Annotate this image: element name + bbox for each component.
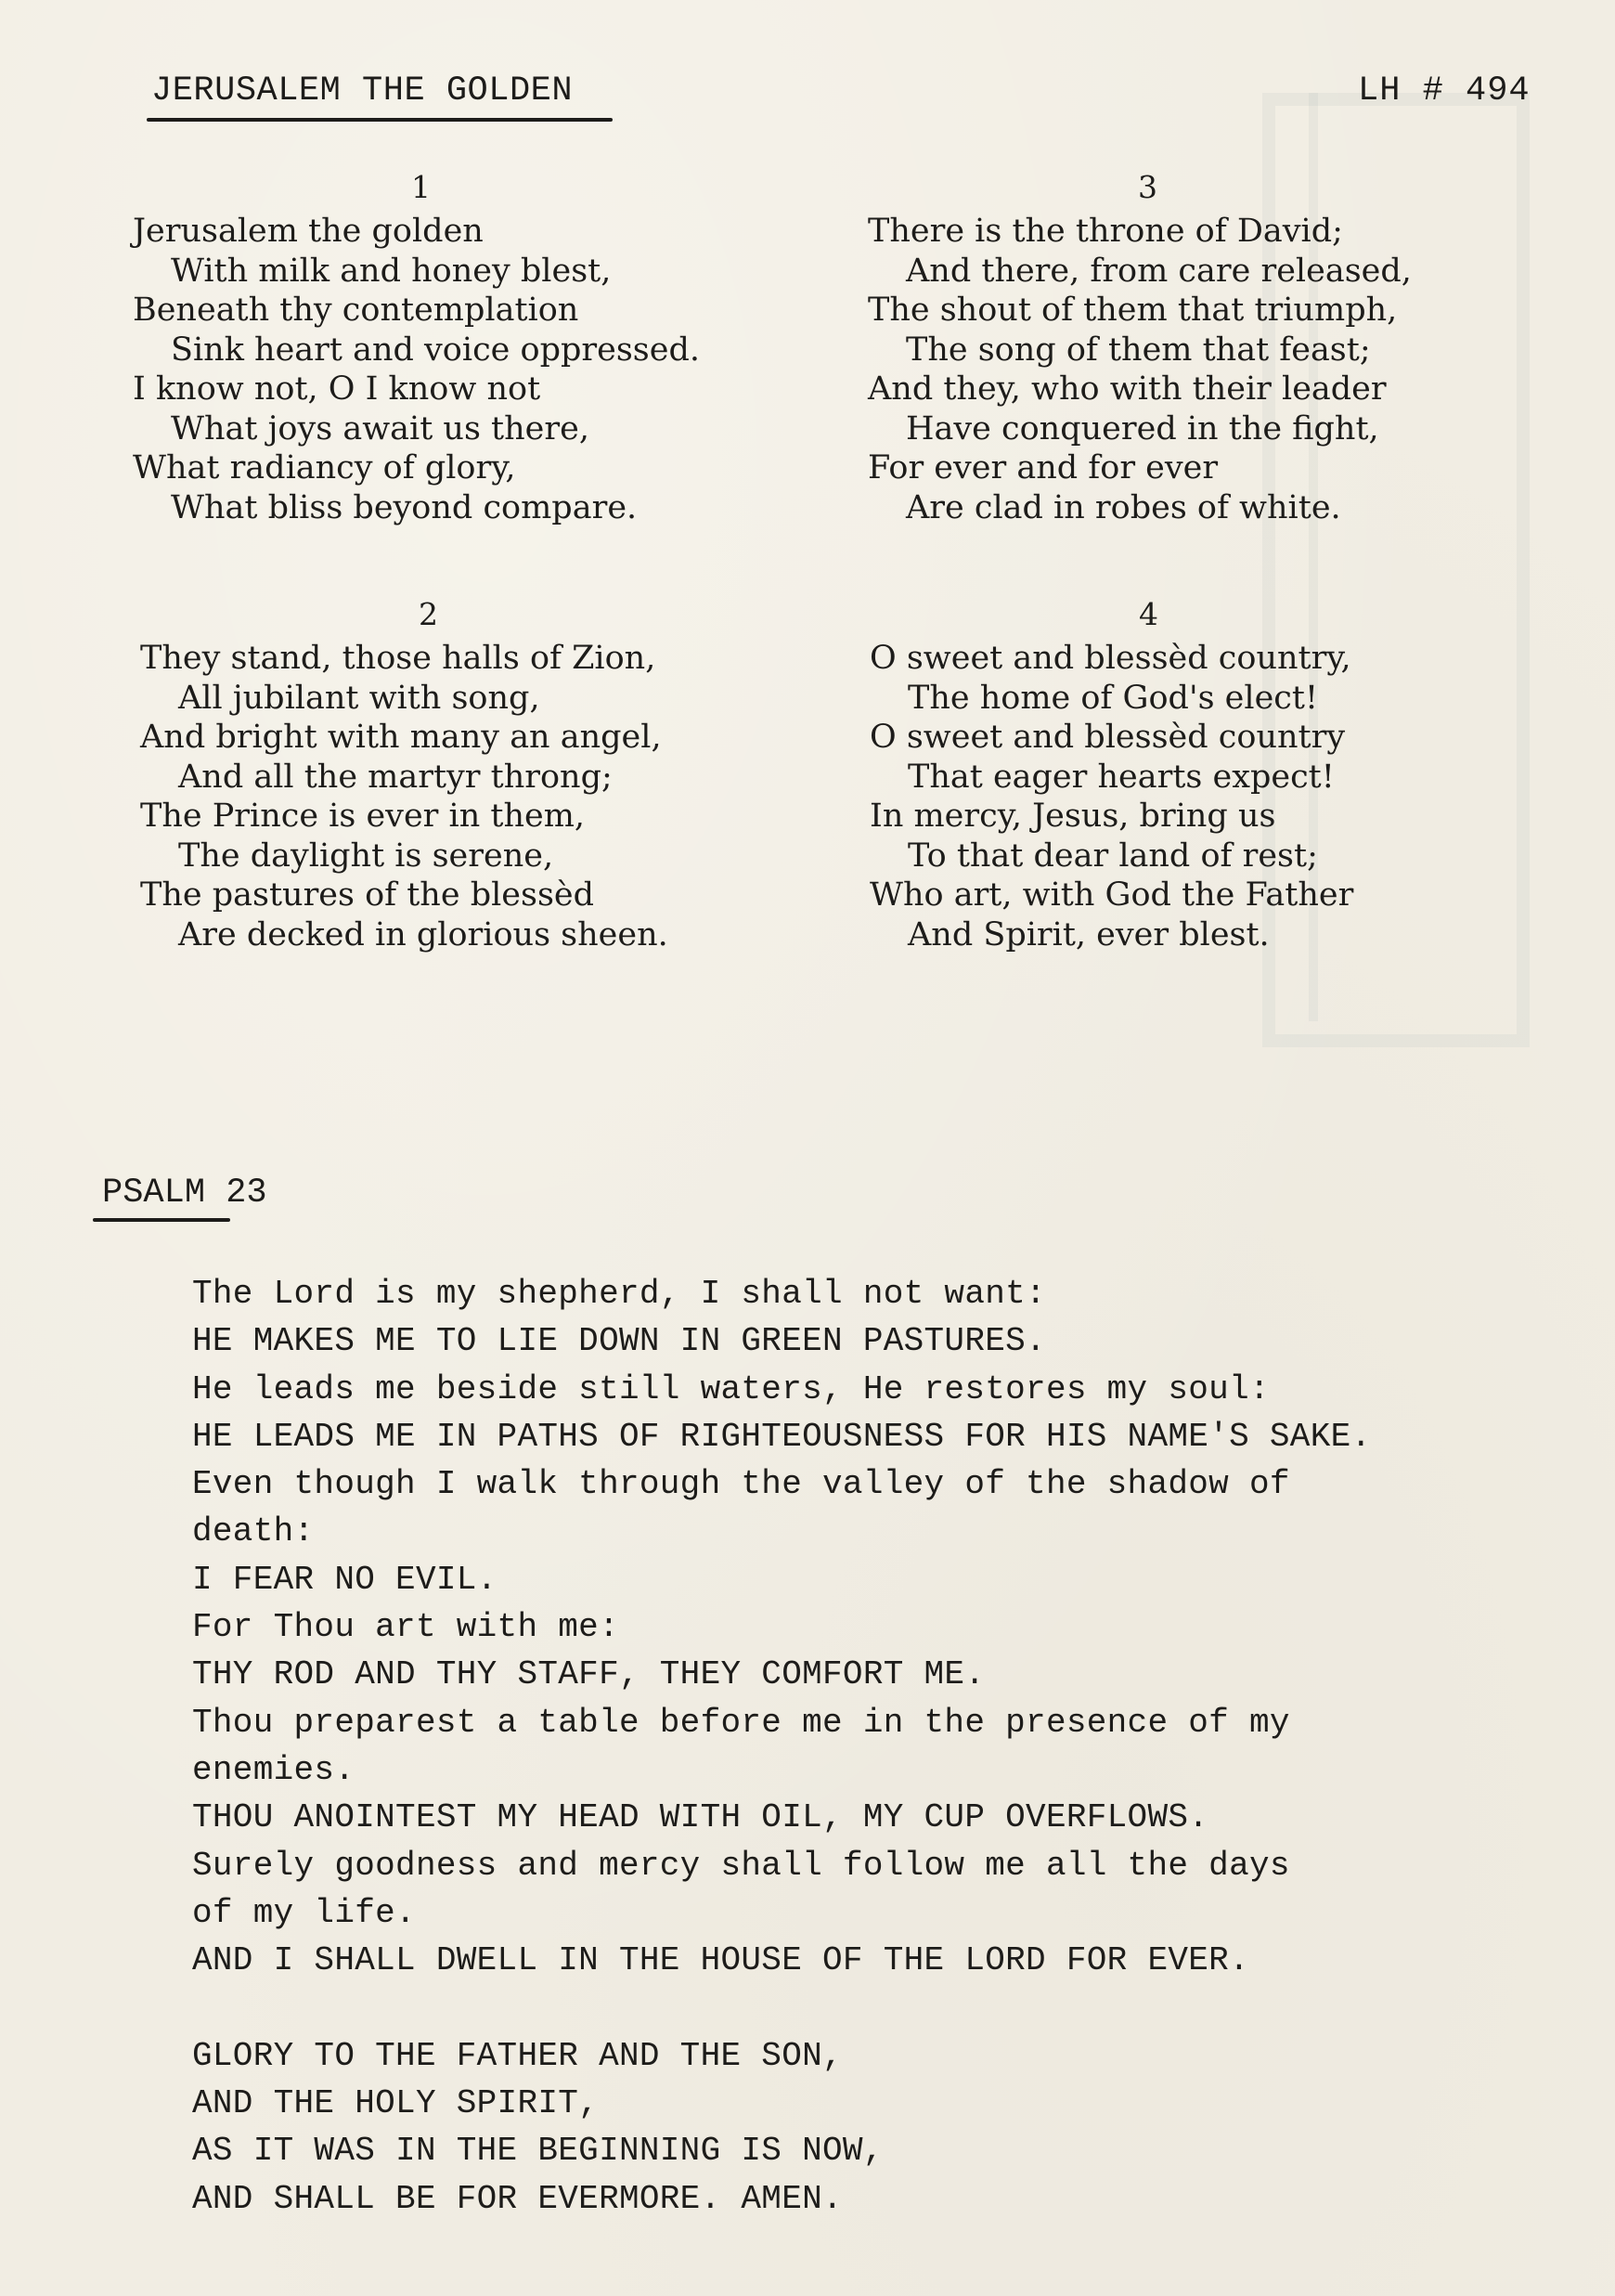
verse-line: The pastures of the blessèd: [140, 876, 595, 914]
verse-line: The Prince is ever in them,: [140, 798, 586, 835]
verse-lines: [868, 212, 1412, 527]
psalm-line: For Thou art with me:: [192, 1608, 619, 1647]
verse-line: The home of God's elect!: [908, 679, 1319, 717]
verse-line: What radiancy of glory,: [133, 449, 516, 486]
psalm-line: death:: [192, 1512, 315, 1551]
psalm-line: THY ROD AND THY STAFF, THEY COMFORT ME.: [192, 1655, 986, 1694]
verse-line: And there, from care released,: [906, 252, 1412, 290]
verse-number: 1: [411, 169, 431, 205]
verse-line: Have conquered in the fight,: [906, 409, 1379, 448]
gloria-patri-line: AS IT WAS IN THE BEGINNING IS NOW,: [192, 2132, 884, 2171]
verse-number: 3: [1138, 169, 1157, 205]
psalm-line: AND I SHALL DWELL IN THE HOUSE OF THE LORD FOR EVER.: [192, 1941, 1249, 1980]
verse-line: What joys await us there,: [171, 409, 589, 448]
psalm-title: PSALM 23: [102, 1174, 267, 1213]
gloria-patri-line: GLORY TO THE FATHER AND THE SON,: [192, 2036, 843, 2075]
verse-line: Are clad in robes of white.: [906, 488, 1341, 526]
verse-line: The shout of them that triumph,: [868, 292, 1398, 329]
hymn-title: JERUSALEM THE GOLDEN: [151, 71, 574, 110]
gloria-patri-line: AND SHALL BE FOR EVERMORE. AMEN.: [192, 2179, 843, 2218]
verse-line: O sweet and blessèd country: [870, 719, 1346, 756]
psalm-line: Surely goodness and mercy shall follow me all the days: [192, 1846, 1290, 1885]
verse-lines: [140, 639, 668, 954]
psalm-line: The Lord is my shepherd, I shall not want:: [192, 1275, 1046, 1313]
verse-line: And bright with many an angel,: [140, 719, 662, 756]
verse-line: I know not, O I know not: [133, 370, 541, 408]
verse-line: And Spirit, ever blest.: [908, 915, 1270, 953]
psalm-line: of my life.: [192, 1893, 416, 1932]
psalm-title-underline: [93, 1218, 230, 1222]
verse-line: All jubilant with song,: [178, 679, 540, 717]
psalm-text: [192, 1270, 1371, 2223]
gloria-patri-line: AND THE HOLY SPIRIT,: [192, 2084, 600, 2123]
verse-line: What bliss beyond compare.: [171, 488, 638, 526]
verse-line: And they, who with their leader: [868, 370, 1387, 408]
verse-number: 4: [1139, 596, 1158, 632]
verse-lines: [870, 639, 1353, 954]
verse-line: And all the martyr throng;: [178, 758, 613, 796]
psalm-line: He leads me beside still waters, He restores my soul:: [192, 1369, 1270, 1408]
verse-line: There is the throne of David;: [868, 213, 1343, 250]
stanza-gap: [192, 1984, 1371, 2031]
verse-line: The song of them that feast;: [906, 331, 1371, 369]
psalm-line: enemies.: [192, 1750, 355, 1789]
verse-line: The daylight is serene,: [178, 837, 554, 875]
verse-line: Beneath thy contemplation: [133, 292, 579, 329]
psalm-line: I FEAR NO EVIL.: [192, 1560, 497, 1599]
verse-line: Who art, with God the Father: [870, 876, 1354, 914]
verse-line: That eager hearts expect!: [908, 758, 1335, 796]
verse-line: They stand, those halls of Zion,: [140, 640, 656, 677]
hymn-title-underline: [147, 118, 613, 122]
psalm-line: Thou preparest a table before me in the presence of my: [192, 1703, 1290, 1742]
verse-line: For ever and for ever: [868, 449, 1219, 486]
verse-line: To that dear land of rest;: [908, 837, 1318, 875]
verse-line: With milk and honey blest,: [171, 252, 612, 290]
verse-number: 2: [419, 596, 438, 632]
psalm-line: HE LEADS ME IN PATHS OF RIGHTEOUSNESS FOR HIS NAME'S SAKE.: [192, 1417, 1372, 1456]
verse-line: O sweet and blessèd country,: [870, 640, 1351, 677]
verse-lines: [133, 212, 700, 527]
hymn-reference-number: LH # 494: [1358, 71, 1531, 110]
verse-line: Sink heart and voice oppressed.: [171, 331, 700, 369]
verse-line: Jerusalem the golden: [133, 213, 484, 250]
verse-line: In mercy, Jesus, bring us: [870, 798, 1276, 835]
psalm-line: THOU ANOINTEST MY HEAD WITH OIL, MY CUP OVERFLOWS.: [192, 1798, 1209, 1837]
verse-line: Are decked in glorious sheen.: [178, 915, 668, 953]
psalm-line: HE MAKES ME TO LIE DOWN IN GREEN PASTURES.: [192, 1322, 1046, 1361]
psalm-line: Even though I walk through the valley of the shadow of: [192, 1465, 1290, 1504]
